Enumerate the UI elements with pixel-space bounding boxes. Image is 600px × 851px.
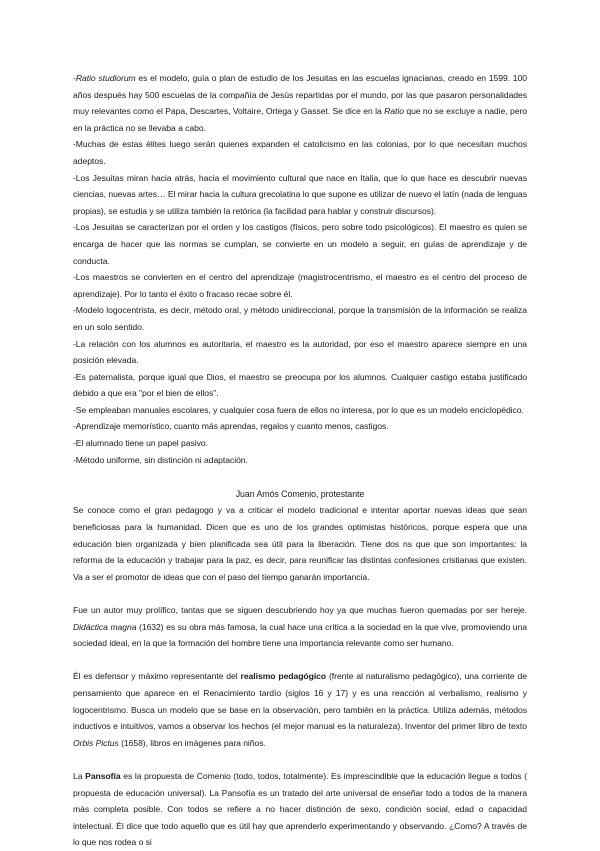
list-item: -El alumnado tiene un papel pasivo. <box>73 438 208 449</box>
list-item: -Los maestros se convierten en el centro del aprendizaje (magistrocentrismo, el maestro es el centro del proceso de aprendizaje). Por lo tanto el éxito o fracaso recae sobre él. <box>73 272 527 299</box>
orbis-pictus-title: Orbis Pictus <box>73 737 119 748</box>
list-item: -Aprendizaje memorístico, cuanto más aprendas, regalos y cuanto menos, castigos. <box>73 421 389 432</box>
spacer <box>73 751 527 768</box>
realismo-text-2: (frente al naturalismo pedagógico), una corriente de pensamiento que aparece en el Renacimiento tardío (siglos 16 y 17) y es una reacción al verbalismo, realismo y logocentrismo. Busca un modelo que se base en la observación, pero también en la práctica. Utiliza además, métodos inductivos e intuitivos, vamos a observar los hechos (el mejor manual es la naturaleza). Inventor del primer libro de texto <box>73 671 527 732</box>
pansofia-term: Pansofía <box>85 770 121 781</box>
ratio-studiorum-paragraph: -Ratio studiorum es el modelo, guía o plan de estudio de los Jesuitas en las escuelas ignacianas, creado en 1599. 100 años después hay 500 escuelas de la compañía de Jesús repartidas por el mundo, por las que pasaron personalidades muy relevantes como el Papa, Descartes, Voltaire, Ortega y Gasset. Se dice en la Ratio que no se excluye a nadie, pero en la práctica no se llevaba a cabo. <box>73 73 527 133</box>
list-item: -Modelo logocentrista, es decir, método oral, y método unidireccional, porque la transmisión de la información se realiza en un solo sentido. <box>73 305 527 332</box>
list-item: -Es paternalista, porque igual que Dios, el maestro se preocupa por los alumnos. Cualquier castigo estaba justificado debido a que era "por el bien de ellos". <box>73 371 527 399</box>
ratio-text-2: que no se excluye a nadie, pero en la práctica no se llevaba a cabo. <box>73 106 527 133</box>
ratio-term: Ratio <box>384 106 404 117</box>
didactica-magna-title: Didáctica magna <box>73 621 137 632</box>
list-item: -Se empleaban manuales escolares, y cualquier cosa fuera de ellos no interesa, por lo que es un modelo enciclopédico. <box>73 404 524 415</box>
works-text-1: Fue un autor muy prolífico, tantas que se siguen descubriendo hoy ya que muchas fueron quemadas por ser hereje. <box>73 605 527 615</box>
list-item: -Los Jesuitas miran hacia atrás, hacia el movimiento cultural que nace en Italia, que lo que hace es descubrir nuevas ciencias, nuevas artes… El mirar hacia la cultura grecolatina lo que supone es utilizar de nuevo el latín (nada de lenguas propias), se estudia y se utiliza también la retórica (la facilidad para hablar y construir discursos). <box>73 172 527 216</box>
pansofia-text-1: La <box>73 770 86 781</box>
ratio-studiorum-term: Ratio studiorum <box>75 73 136 83</box>
section-heading: Juan Amós Comenio, protestante <box>235 488 365 499</box>
realismo-text-3: (1658), libros en imágenes para niños. <box>118 737 266 748</box>
list-item: -Método uniforme, sin distinción ni adaptación. <box>73 454 248 465</box>
comenio-works-paragraph <box>73 602 527 652</box>
list-item: -Muchas de estas élites luego serán quienes expanden el catolicismo en las colonias, por lo que necesitan muchos adeptos. <box>73 139 527 166</box>
spacer <box>73 585 527 602</box>
realismo-text-1: Él es defensor y máximo representante del <box>73 671 241 682</box>
pansofia-paragraph <box>73 768 527 851</box>
works-text-2: (1632) es su obra más famosa, la cual hace una crítica a la sociedad en la que vive, promoviendo una sociedad ideal, en la que la formación del hombre tiene una importancia relevante como ser humano. <box>73 621 527 649</box>
ratio-text-1: es el modelo, guía o plan de estudio de los Jesuitas en las escuelas ignacianas, creado en 1599. 100 años después hay 500 escuelas de la compañía de Jesús repartidas por el mundo, por las que pasaron personalidades muy relevantes como el Papa, Descartes, Voltaire, Ortega y Gasset. Se dice en la <box>73 73 527 117</box>
spacer <box>73 652 527 669</box>
realismo-paragraph <box>73 668 527 751</box>
comenio-intro-paragraph: Se conoce como el gran pedagogo y va a criticar el modelo tradicional e intentar aportar nuevas ideas que sean beneficiosas para la humanidad. Dicen que es uno de los grandes optimistas históricos, porque espera que una educación bien organizada y bien planificada sea útil para la liberación. Tiene dos ns que que son importantes: la reforma de la educación y trabajar para la paz, es decir, para reunificar las distintas confesiones cristianas que existen. Va a ser el promotor de ideas que con el paso del tiempo ganarán importancia. <box>73 505 527 582</box>
spacer <box>73 468 527 485</box>
pansofia-text-2: es la propuesta de Comenio (todo, todos, totalmente). Es imprescindible que la educación llegue a todos ( propuesta de educación universal). La Pansofía es un tratado del arte universal de enseñar todo a todos de la manera más completa posible. Con todos se refiere a no hacer distinción de sexo, condición social, edad o capacidad intelectual. Él dice que todo aquello que es útil hay que aprenderlo experimentando y observando. ¿Como? A través de lo que nos rodea o si <box>73 770 527 848</box>
realismo-term: realismo pedagógico <box>240 671 327 682</box>
list-item: -Los Jesuitas se caracterizan por el orden y los castigos (físicos, pero sobre todo psicológicos). El maestro es quien se encarga de hacer que las normas se cumplan, se convierte en un modelo a seguir, en guías de aprendizaje y de conducta. <box>73 222 527 266</box>
list-item: -La relación con los alumnos es autoritaria, el maestro es la autoridad, por eso el maestro aparece siempre en una posición elevada. <box>73 338 527 366</box>
